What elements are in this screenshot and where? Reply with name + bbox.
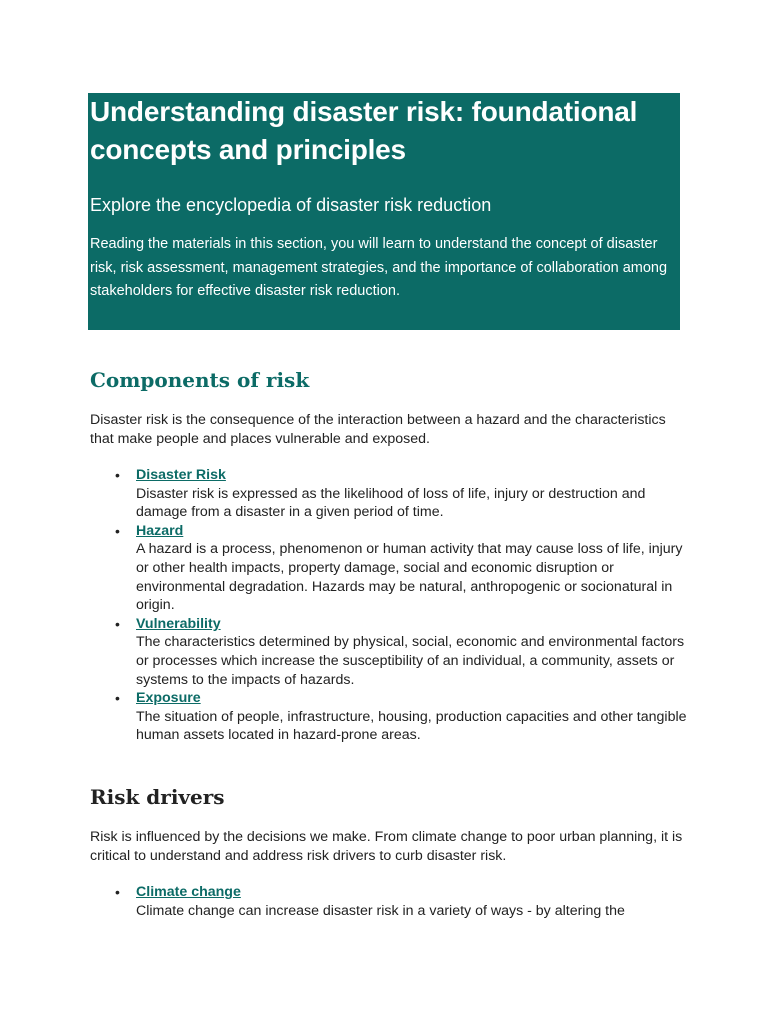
- disaster-risk-link[interactable]: Disaster Risk: [136, 467, 226, 483]
- list-item: [90, 466, 690, 522]
- vulnerability-link[interactable]: Vulnerability: [136, 615, 221, 632]
- components-heading: Components of risk: [90, 368, 310, 392]
- vulnerability-description: The characteristics determined by physical, social, economic and environmental factors or processes which increase the susceptibility of an individual, a community, assets or systems to the impacts of hazards.: [136, 634, 685, 688]
- climate-change-description: Climate change can increase disaster risk in a variety of ways - by altering the: [136, 902, 625, 919]
- bullet-icon: •: [115, 522, 120, 539]
- exposure-link[interactable]: Exposure: [136, 690, 201, 707]
- bullet-icon: •: [115, 884, 120, 900]
- risk-drivers-list: [90, 883, 690, 920]
- page-title: Understanding disaster risk: foundational concepts and principles: [90, 96, 638, 165]
- climate-change-link[interactable]: Climate change: [136, 884, 241, 900]
- page-subtitle: Explore the encyclopedia of disaster risk reduction: [90, 195, 492, 215]
- hero-intro-text: Reading the materials in this section, you will learn to understand the concept of disaster risk, risk assessment, management strategies, and the importance of collaboration among stakeholders for effective disaster risk reduction.: [90, 236, 668, 300]
- list-item: [90, 689, 690, 745]
- list-item: [90, 883, 690, 920]
- components-intro: Disaster risk is the consequence of the interaction between a hazard and the characteristics that make people and places vulnerable and exposed.: [90, 412, 666, 447]
- list-item: [90, 522, 690, 615]
- list-item: [90, 615, 690, 689]
- bullet-icon: •: [115, 467, 120, 483]
- risk-drivers-intro: Risk is influenced by the decisions we make. From climate change to poor urban planning, it is critical to understand and address risk drivers to curb disaster risk.: [90, 829, 683, 864]
- hero-banner: [88, 93, 680, 330]
- components-list: [90, 466, 690, 745]
- risk-drivers-heading: Risk drivers: [90, 785, 225, 809]
- hazard-description: A hazard is a process, phenomenon or human activity that may cause loss of life, injury or other health impacts, property damage, social and economic disruption or environmental degradation. Hazards may be natural, anthropogenic or socionatural in origin.: [136, 541, 683, 614]
- disaster-risk-description: Disaster risk is expressed as the likelihood of loss of life, injury or destruction and damage from a disaster in a given period of time.: [136, 485, 646, 521]
- exposure-description: The situation of people, infrastructure, housing, production capacities and other tangible human assets located in hazard-prone areas.: [136, 708, 687, 744]
- bullet-icon: •: [115, 615, 120, 632]
- bullet-icon: •: [115, 690, 120, 707]
- hazard-link[interactable]: Hazard: [136, 522, 184, 539]
